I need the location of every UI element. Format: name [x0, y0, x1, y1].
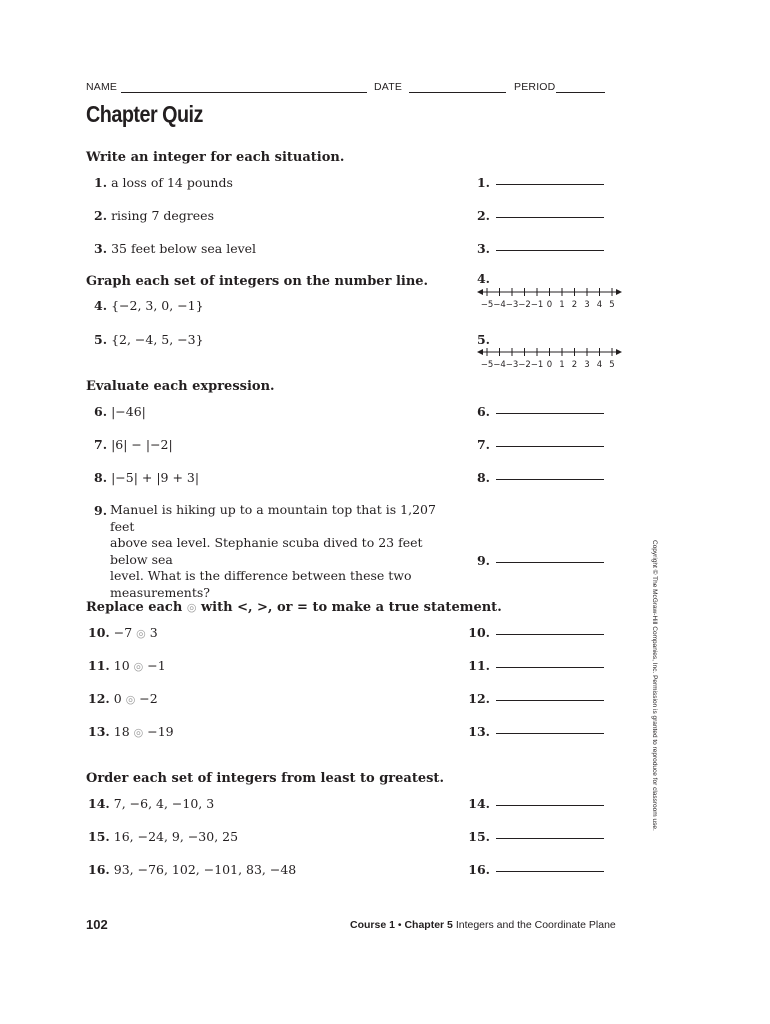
question-6: 6. |−46|	[94, 404, 146, 419]
number-line-5[interactable]	[477, 345, 622, 373]
answer-blank-2[interactable]	[496, 217, 604, 218]
number-line-tick-label: −4	[493, 300, 506, 310]
question-16: 16. 93, −76, 102, −101, 83, −48	[88, 862, 297, 877]
section-heading: Graph each set of integers on the number line.	[86, 274, 429, 289]
footer-course-info: Course 1 • Chapter 5 Integers and the Coordinate Plane	[350, 919, 616, 931]
name-label: NAME	[86, 81, 118, 93]
answer-label-8: 8.	[476, 470, 490, 485]
question-10: 10. −7 ◎ 3	[88, 625, 158, 640]
number-line-tick-label: 3	[584, 360, 590, 370]
question-7: 7. |6| − |−2|	[94, 437, 173, 452]
number-line-tick-label: 1	[559, 360, 565, 370]
number-line-tick-label: 4	[596, 360, 603, 370]
number-line-tick-label: 0	[546, 360, 553, 370]
answer-blank-11[interactable]	[496, 667, 604, 668]
answer-label-13: 13.	[468, 724, 490, 739]
placeholder-circle-icon: ◎	[133, 660, 144, 673]
number-line-tick-label: −2	[518, 300, 531, 310]
placeholder-circle-icon: ◎	[133, 726, 144, 739]
question-13: 13. 18 ◎ −19	[88, 724, 174, 739]
page-number: 102	[86, 917, 108, 932]
date-label: DATE	[374, 81, 403, 93]
answer-label-7: 7.	[476, 437, 490, 452]
number-line-tick-label: −5	[480, 360, 494, 370]
answer-label-6: 6.	[476, 404, 490, 419]
section-heading: Write an integer for each situation.	[86, 150, 345, 165]
question-15: 15. 16, −24, 9, −30, 25	[88, 829, 239, 844]
answer-blank-9[interactable]	[496, 562, 604, 563]
answer-label-14: 14.	[468, 796, 490, 811]
answer-blank-14[interactable]	[496, 805, 604, 806]
number-line-graph[interactable]	[477, 345, 622, 359]
answer-blank-12[interactable]	[496, 700, 604, 701]
question-2: 2. rising 7 degrees	[94, 208, 214, 223]
number-line-tick-label: 4	[596, 300, 603, 310]
answer-label-3: 3.	[476, 241, 490, 256]
answer-label-2: 2.	[476, 208, 490, 223]
question-9-text: Manuel is hiking up to a mountain top that is 1,207 feet above sea level. Stephanie scuba dived to 23 feet below sea level. What is the difference between these two measurements?	[110, 502, 436, 600]
placeholder-circle-icon: ◎	[186, 601, 197, 614]
question-14: 14. 7, −6, 4, −10, 3	[88, 796, 215, 811]
number-line-tick-label: 5	[609, 360, 615, 370]
period-label: PERIOD	[514, 81, 556, 93]
answer-blank-8[interactable]	[496, 479, 604, 480]
answer-label-15: 15.	[468, 829, 490, 844]
number-line-tick-label: −4	[493, 360, 506, 370]
name-line[interactable]	[121, 92, 367, 93]
question-5: 5. {2, −4, 5, −3}	[94, 332, 204, 347]
question-4: 4. {−2, 3, 0, −1}	[94, 298, 204, 313]
section-heading: Replace each ◎ with <, >, or = to make a true statement.	[86, 600, 502, 615]
question-8: 8. |−5| + |9 + 3|	[94, 470, 200, 485]
placeholder-circle-icon: ◎	[125, 693, 136, 706]
question-12: 12. 0 ◎ −2	[88, 691, 158, 706]
date-line[interactable]	[409, 92, 506, 93]
answer-label-5: 5.	[476, 332, 490, 347]
number-line-4[interactable]	[477, 285, 622, 313]
answer-label-11: 11.	[468, 658, 490, 673]
question-3: 3. 35 feet below sea level	[94, 241, 257, 256]
answer-label-10: 10.	[468, 625, 490, 640]
answer-blank-1[interactable]	[496, 184, 604, 185]
number-line-tick-label: −2	[518, 360, 531, 370]
answer-blank-15[interactable]	[496, 838, 604, 839]
section-heading: Evaluate each expression.	[86, 379, 275, 394]
answer-blank-16[interactable]	[496, 871, 604, 872]
answer-blank-6[interactable]	[496, 413, 604, 414]
number-line-tick-label: −3	[505, 300, 519, 310]
answer-label-16: 16.	[468, 862, 490, 877]
answer-label-1: 1.	[476, 175, 490, 190]
number-line-tick-label: 0	[546, 300, 553, 310]
number-line-tick-label: 5	[609, 300, 615, 310]
question-9-number: 9.	[94, 503, 108, 518]
answer-blank-7[interactable]	[496, 446, 604, 447]
answer-label-9: 9.	[476, 553, 490, 568]
answer-label-12: 12.	[468, 691, 490, 706]
question-11: 11. 10 ◎ −1	[88, 658, 166, 673]
answer-blank-3[interactable]	[496, 250, 604, 251]
section-heading: Order each set of integers from least to greatest.	[86, 771, 444, 786]
answer-blank-13[interactable]	[496, 733, 604, 734]
number-line-tick-label: −3	[505, 360, 519, 370]
copyright-notice: Copyright © The McGraw-Hill Companies, Inc. Permission is granted to reproduce for classroom use.	[651, 540, 658, 831]
number-line-tick-label: 1	[559, 300, 565, 310]
number-line-tick-label: 2	[571, 300, 578, 310]
number-line-tick-label: 2	[571, 360, 578, 370]
number-line-graph[interactable]	[477, 285, 622, 299]
question-1: 1. a loss of 14 pounds	[94, 175, 233, 190]
answer-blank-10[interactable]	[496, 634, 604, 635]
answer-label-4: 4.	[476, 271, 490, 286]
page-title: Chapter Quiz	[86, 101, 203, 127]
number-line-tick-label: −1	[530, 360, 544, 370]
number-line-tick-label: −1	[530, 300, 544, 310]
number-line-tick-label: −5	[480, 300, 494, 310]
period-line[interactable]	[556, 92, 605, 93]
placeholder-circle-icon: ◎	[136, 627, 146, 640]
number-line-tick-label: 3	[584, 300, 590, 310]
